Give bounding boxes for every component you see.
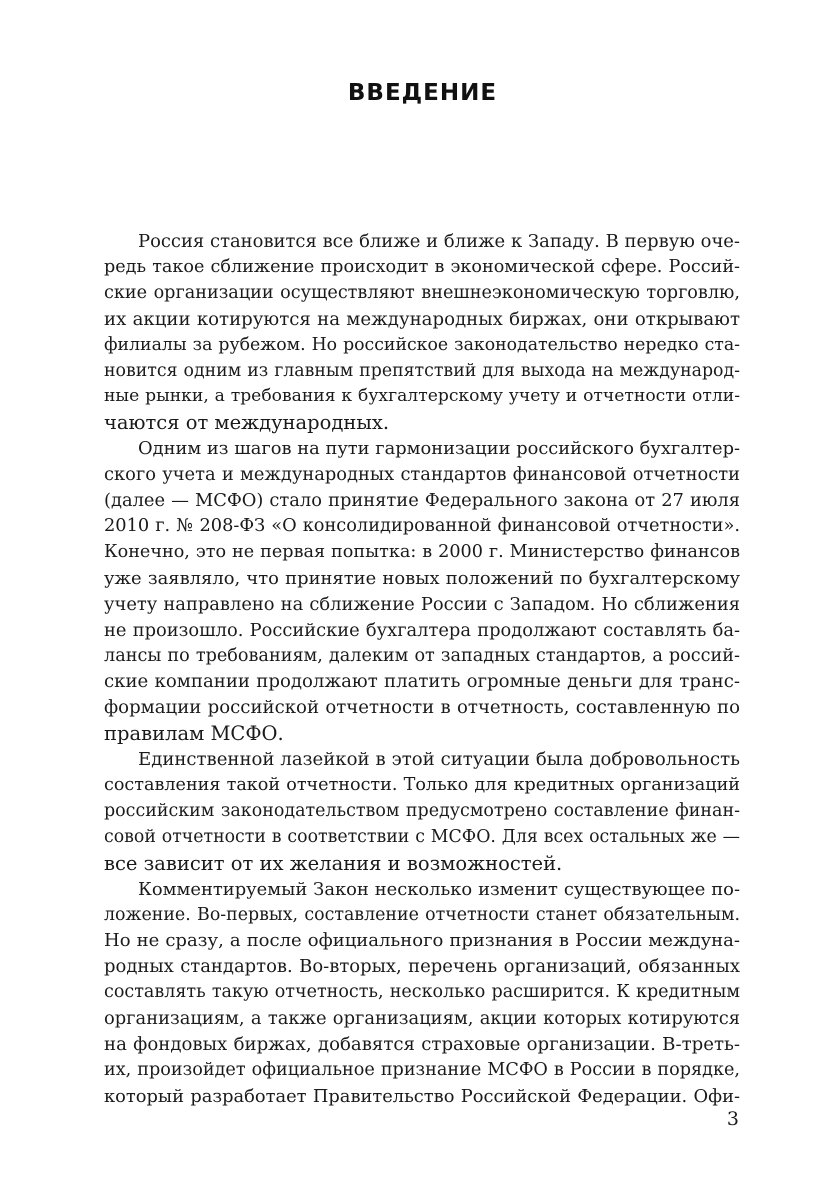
- text-line: составления такой отчетности. Только для кредитных организаций: [104, 775, 740, 796]
- text-line: 2010 г. № 208-ФЗ «О консолидированной финансовой отчетности».: [104, 515, 740, 536]
- text-line: ские организации осуществляют внешнеэкономическую торговлю,: [104, 282, 740, 303]
- text-line: лансы по требованиям, далеким от западных стандартов, а россий-: [104, 645, 740, 666]
- text-line: который разработает Правительство Российской Федерации. Офи-: [104, 1085, 740, 1107]
- text-line: ского учета и международных стандартов финансовой отчетности: [104, 464, 740, 486]
- text-line: ложение. Во-первых, составление отчетности станет обязательным.: [104, 904, 740, 925]
- text-line: учету направлено на сближение России с Западом. Но сближения: [104, 593, 740, 615]
- text-line: Комментируемый Закон несколько изменит существующее по-: [138, 878, 740, 900]
- text-line: на фондовых биржах, добавятся страховые организации. В-треть-: [104, 1034, 740, 1056]
- text-line: формации российской отчетности в отчетность, составленную по: [104, 697, 740, 719]
- paragraph: [104, 229, 740, 436]
- text-line: ные рынки, а требования к бухгалтерскому учету и отчетности отли-: [104, 386, 740, 407]
- text-line: ские компании продолжают платить огромные деньги для транс-: [104, 671, 740, 693]
- text-line: правилам МСФО.: [104, 722, 284, 746]
- text-line: совой отчетности в соответствии с МСФО. Для всех остальных же —: [104, 826, 740, 847]
- text-line: российским законодательством предусмотрено составление финан-: [104, 800, 740, 821]
- text-line: Россия становится все ближе и ближе к Западу. В первую оче-: [138, 231, 740, 252]
- text-line: не произошло. Российские бухгалтера продолжают составлять ба-: [104, 619, 740, 641]
- text-line: редь такое сближение происходит в экономической сфере. Россий-: [104, 256, 740, 277]
- text-line: чаются от международных.: [104, 411, 390, 435]
- paragraph: [104, 436, 740, 747]
- text-line: родных стандартов. Во-вторых, перечень организаций, обязанных: [104, 956, 740, 978]
- text-line: уже заявляло, что принятие новых положений по бухгалтерскому: [104, 567, 740, 589]
- text-line: составлять такую отчетность, несколько расширится. К кредитным: [104, 982, 740, 1003]
- body-text: [104, 229, 740, 1110]
- text-line: (далее — МСФО) стало принятие Федерального закона от 27 июля: [104, 490, 740, 512]
- text-line: Конечно, это не первая попытка: в 2000 г. Министерство финансов: [104, 541, 740, 562]
- paragraph: [104, 747, 740, 877]
- text-line: их акции котируются на международных биржах, они открывают: [104, 308, 740, 330]
- page-number: 3: [726, 1108, 739, 1130]
- text-line: организациям, а также организациям, акции которых котируются: [104, 1008, 740, 1030]
- text-line: их, произойдет официальное признание МСФО в России в порядке,: [104, 1060, 740, 1080]
- chapter-heading: ВВЕДЕНИЕ: [347, 80, 498, 106]
- paragraph: [104, 877, 740, 1110]
- text-line: Одним из шагов на пути гармонизации российского бухгалтер-: [138, 438, 740, 460]
- text-line: Единственной лазейкой в этой ситуации была добровольность: [138, 749, 740, 771]
- text-line: новится одним из главным препятствий для выхода на международ-: [104, 360, 740, 381]
- text-line: Но не сразу, а после официального признания в России междуна-: [104, 930, 740, 952]
- text-line: филиалы за рубежом. Но российское законодательство нередко ста-: [104, 334, 740, 355]
- text-line: все зависит от их желания и возможностей.: [104, 851, 563, 875]
